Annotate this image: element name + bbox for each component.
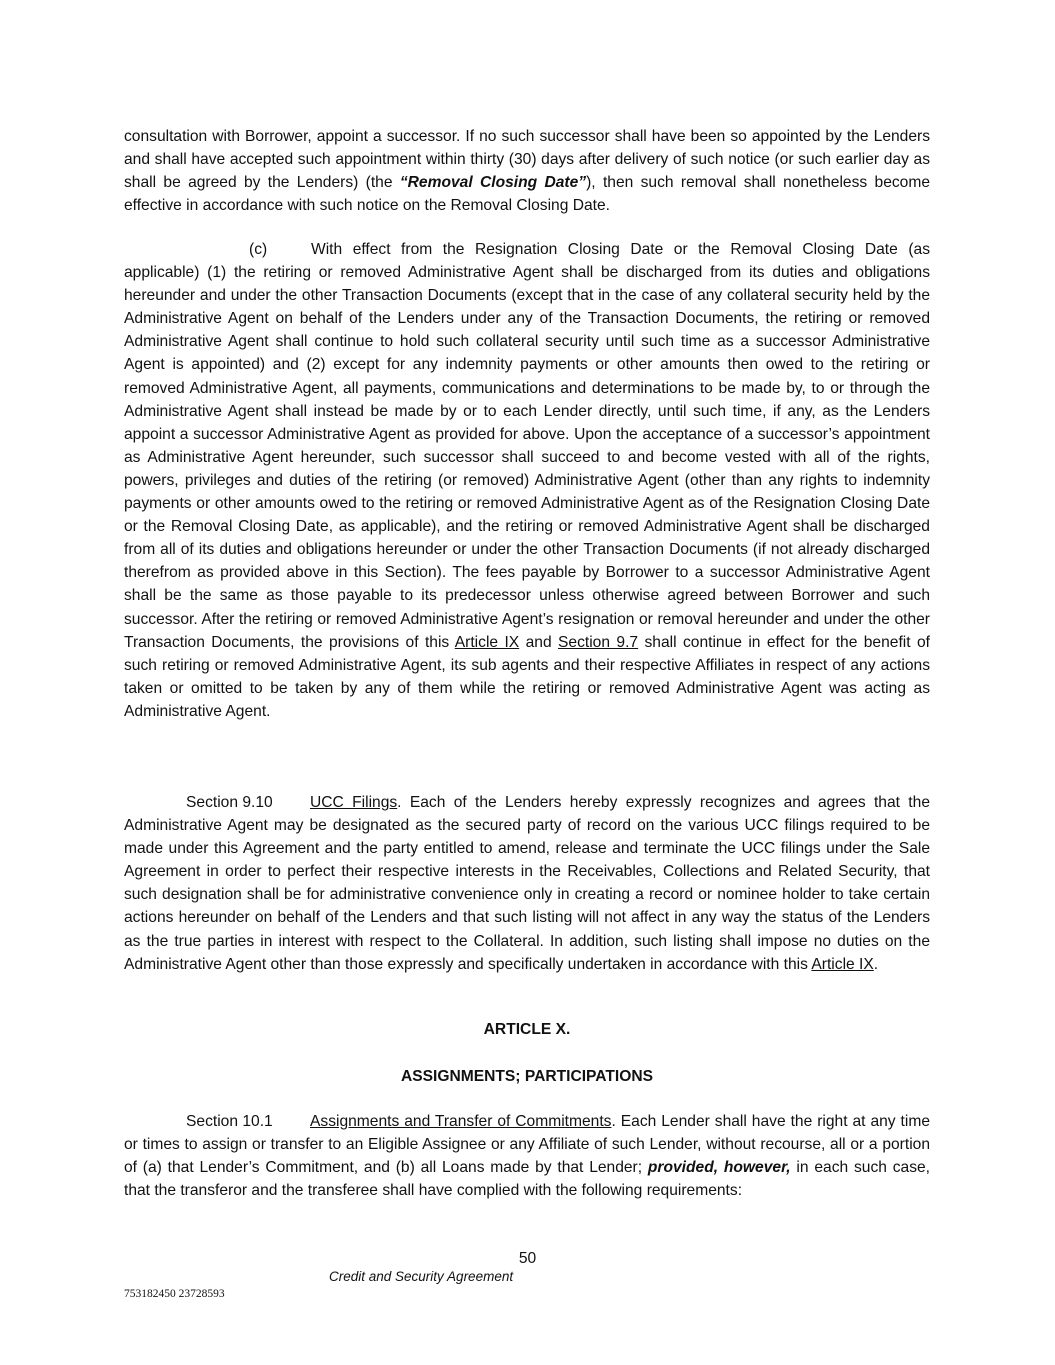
paragraph-removal-successor (124, 125, 930, 217)
text: shall continue in effect for the benefit of such retiring or removed Administrative Agent, its sub agents and their respective Affiliates in respect of any actions taken or omitted to be taken by any of them while the retiring or removed Administrative Agent was acting as Administrative Agent. (124, 633, 930, 720)
section-number: Section 9.10 (186, 794, 273, 811)
text: With effect from the Resignation Closing Date or the Removal Closing Date (as applicable) (1) the retiring or removed Administrative Agent shall be discharged from its duties and obligations hereunder and under the other Transaction Documents (except that in the case of any collateral security held by the Administrative Agent on behalf of the Lenders under any of the Transaction Documents, the retiring or removed Administrative Agent shall continue to hold such collateral security until such time as a successor Administrative Agent is appointed) and (2) except for any indemnity payments or other amounts then owed to the retiring or removed Administrative Agent, all payments, communications and determinations to be made by, to or through the Administrative Agent shall instead be made by or to each Lender directly, until such time, if any, as the Lenders appoint a successor Administrative Agent as provided for above. Upon the acceptance of a successor’s appointment as Administrative Agent hereunder, such successor shall succeed to and become vested with all of the rights, powers, privileges and duties of the retiring (or removed) Administrative Agent (other than any rights to indemnity payments or other amounts owed to the retiring or removed Administrative Agent as of the Resignation Closing Date or the Removal Closing Date, as applicable), and the retiring or removed Administrative Agent shall be discharged from all of its duties and obligations hereunder or under the other Transaction Documents (if not already discharged therefrom as provided above in this Section). The fees payable by Borrower to a successor Administrative Agent shall be the same as those payable to its predecessor unless otherwise agreed between Borrower and such successor. After the retiring or removed Administrative Agent’s resignation or removal hereunder and under the other Transaction Documents, the provisions of this (124, 241, 930, 651)
footer-document-title: Credit and Security Agreement (329, 1269, 514, 1284)
proviso: provided, however, (647, 1159, 791, 1177)
page-number: 50 (518, 1250, 537, 1267)
article-heading: ARTICLE X. (483, 1021, 571, 1038)
link-section-9-7[interactable]: Section 9.7 (558, 633, 639, 651)
paragraph-section-10-1 (124, 1110, 930, 1202)
link-article-ix[interactable]: Article IX (811, 955, 874, 973)
text: . Each of the Lenders hereby expressly recognizes and agrees that the Administrative Agent may be designated as the secured party of record on the various UCC filings required to be made under this Agreement and the party entitled to amend, release and terminate the UCC filings under the Sale Agreement in order to perfect their respective interests in the Receivables, Collections and Related Security, that such designation shall be for administrative convenience only in creating a record or nominee holder to take certain actions hereunder on behalf of the Lenders and that such listing will not affect in any way the status of the Lenders as the true parties in interest with respect to the Collateral. In addition, such listing shall impose no duties on the Administrative Agent other than those expressly and specifically undertaken in accordance with this (124, 794, 930, 973)
section-title: UCC Filings (310, 794, 398, 811)
clause-label: (c) (249, 241, 268, 258)
section-number: Section 10.1 (186, 1113, 273, 1130)
defined-term-removal-closing-date: “Removal Closing Date” (399, 174, 587, 192)
document-id: 753182450 23728593 (124, 1288, 225, 1300)
text: ), then such removal shall nonetheless become effective in accordance with such notice on the Removal Closing Date. (124, 174, 930, 215)
text: and (519, 633, 559, 651)
article-title: ASSIGNMENTS; PARTICIPATIONS (400, 1068, 654, 1085)
paragraph-c-effect (124, 238, 930, 723)
link-article-ix[interactable]: Article IX (454, 633, 520, 651)
paragraph-section-9-10 (124, 791, 930, 976)
text: consultation with Borrower, appoint a successor. If no such successor shall have been so appointed by the Lenders and shall have accepted such appointment within thirty (30) days after delivery of such notice (or such earlier day as shall be agreed by the Lenders) (the (124, 128, 930, 192)
text: . (873, 955, 879, 973)
section-title: Assignments and Transfer of Commitments (310, 1113, 612, 1130)
text: in each such case, that the transferor and the transferee shall have complied with the following requirements: (124, 1159, 931, 1200)
text: . Each Lender shall have the right at any time or times to assign or transfer to an Eligible Assignee or any Affiliate of such Lender, without recourse, all or a portion of (a) that Lender’s Commitment, and (b) all Loans made by that Lender; (124, 1113, 930, 1177)
